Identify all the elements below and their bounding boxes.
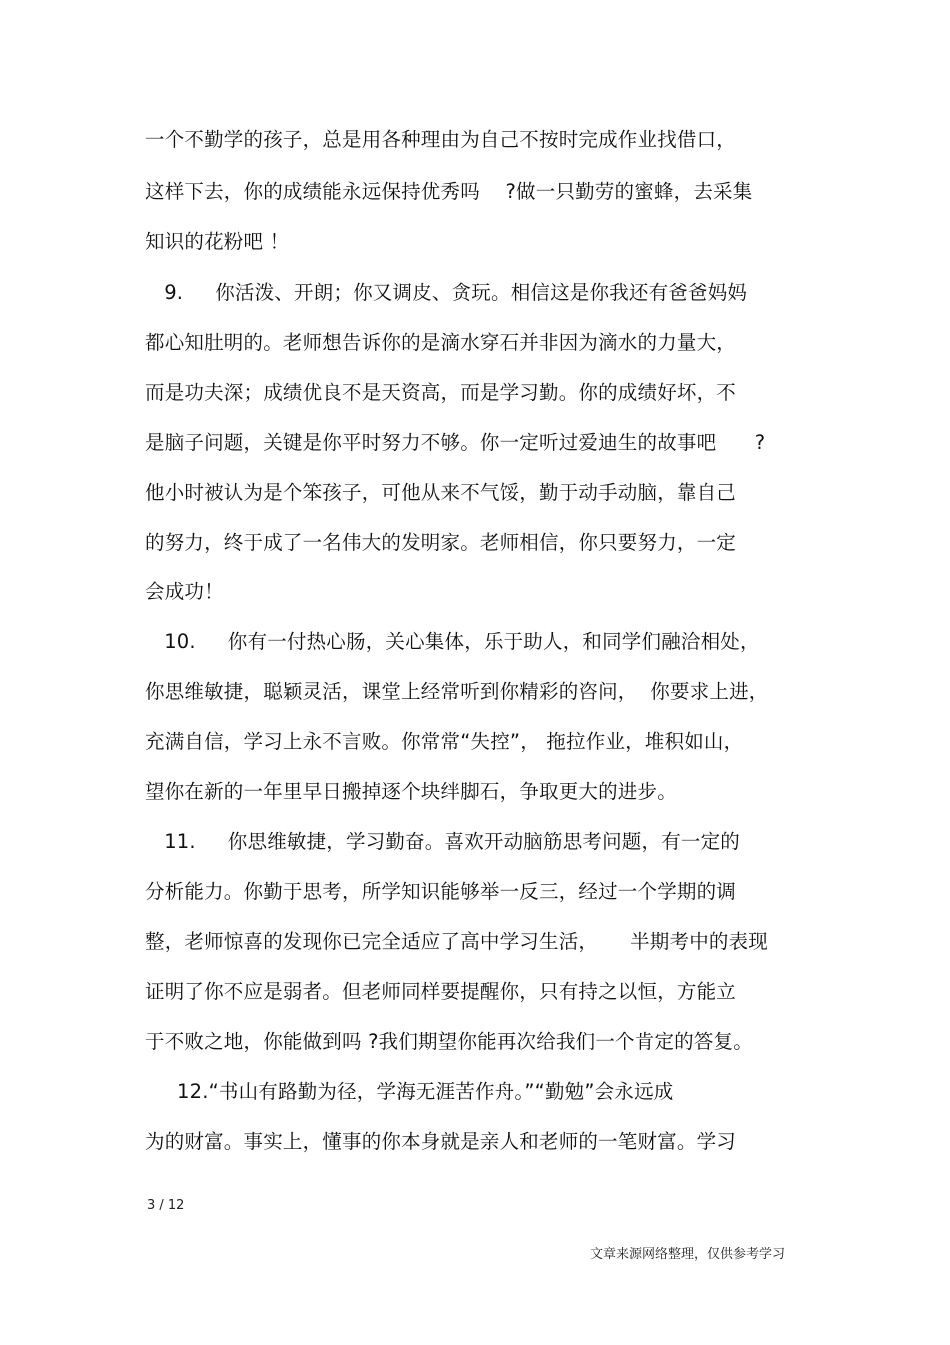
body-line: 你思维敏捷，聪颖灵活，课堂上经常听到你精彩的咨问， 你要求上进，: [145, 680, 769, 703]
body-line: 望你在新的一年里早日搬掉逐个块绊脚石，争取更大的进步。: [145, 780, 677, 803]
body-line: 整，老师惊喜的发现你已完全适应了高中学习生活， 半期考中的表现: [145, 930, 768, 953]
body-line: 他小时被认为是个笨孩子，可他从来不气馁，勤于动手动脑，靠自己: [145, 481, 737, 504]
body-line: 10. 你有一付热心肠，关心集体，乐于助人，和同学们融洽相处，: [145, 630, 760, 653]
body-line: 会成功！: [145, 580, 224, 603]
body-line: 证明了你不应是弱者。但老师同样要提醒你，只有持之以恒，方能立: [145, 980, 737, 1003]
body-line: 为的财富。事实上，懂事的你本身就是亲人和老师的一笔财富。学习: [145, 1130, 737, 1153]
body-line: 而是功夫深；成绩优良不是天资高，而是学习勤。你的成绩好坏，不: [145, 381, 737, 404]
body-line: 都心知肚明的。老师想告诉你的是滴水穿石并非因为滴水的力量大，: [145, 331, 737, 354]
body-line: 是脑子问题，关键是你平时努力不够。你一定听过爱迪生的故事吧 ?: [145, 431, 766, 454]
body-line: 11. 你思维敏捷，学习勤奋。喜欢开动脑筋思考问题，有一定的: [145, 830, 740, 853]
body-line: 这样下去，你的成绩能永远保持优秀吗 ?做一只勤劳的蜜蜂，去采集: [145, 180, 753, 203]
body-line: 分析能力。你勤于思考，所学知识能够举一反三，经过一个学期的调: [145, 880, 737, 903]
body-line: 于不败之地，你能做到吗 ?我们期望你能再次给我们一个肯定的答复。: [145, 1030, 753, 1053]
body-line: 知识的花粉吧 ！: [145, 230, 290, 253]
body-line: 12.“书山有路勤为径，学海无涯苦作舟。”“勤勉”会永远成: [145, 1080, 674, 1103]
footer-note: 文章来源网络整理，仅供参考学习: [590, 1247, 786, 1262]
body-line: 充满自信，学习上永不言败。你常常“失控”， 拖拉作业，堆积如山，: [145, 730, 744, 753]
body-line: 9. 你活泼、开朗；你又调皮、贪玩。相信这是你我还有爸爸妈妈: [145, 281, 748, 304]
page-number: 3 / 12: [147, 1198, 185, 1213]
body-line: 一个不勤学的孩子，总是用各种理由为自己不按时完成作业找借口，: [145, 128, 737, 151]
body-line: 的努力，终于成了一名伟大的发明家。老师相信，你只要努力，一定: [145, 531, 737, 554]
